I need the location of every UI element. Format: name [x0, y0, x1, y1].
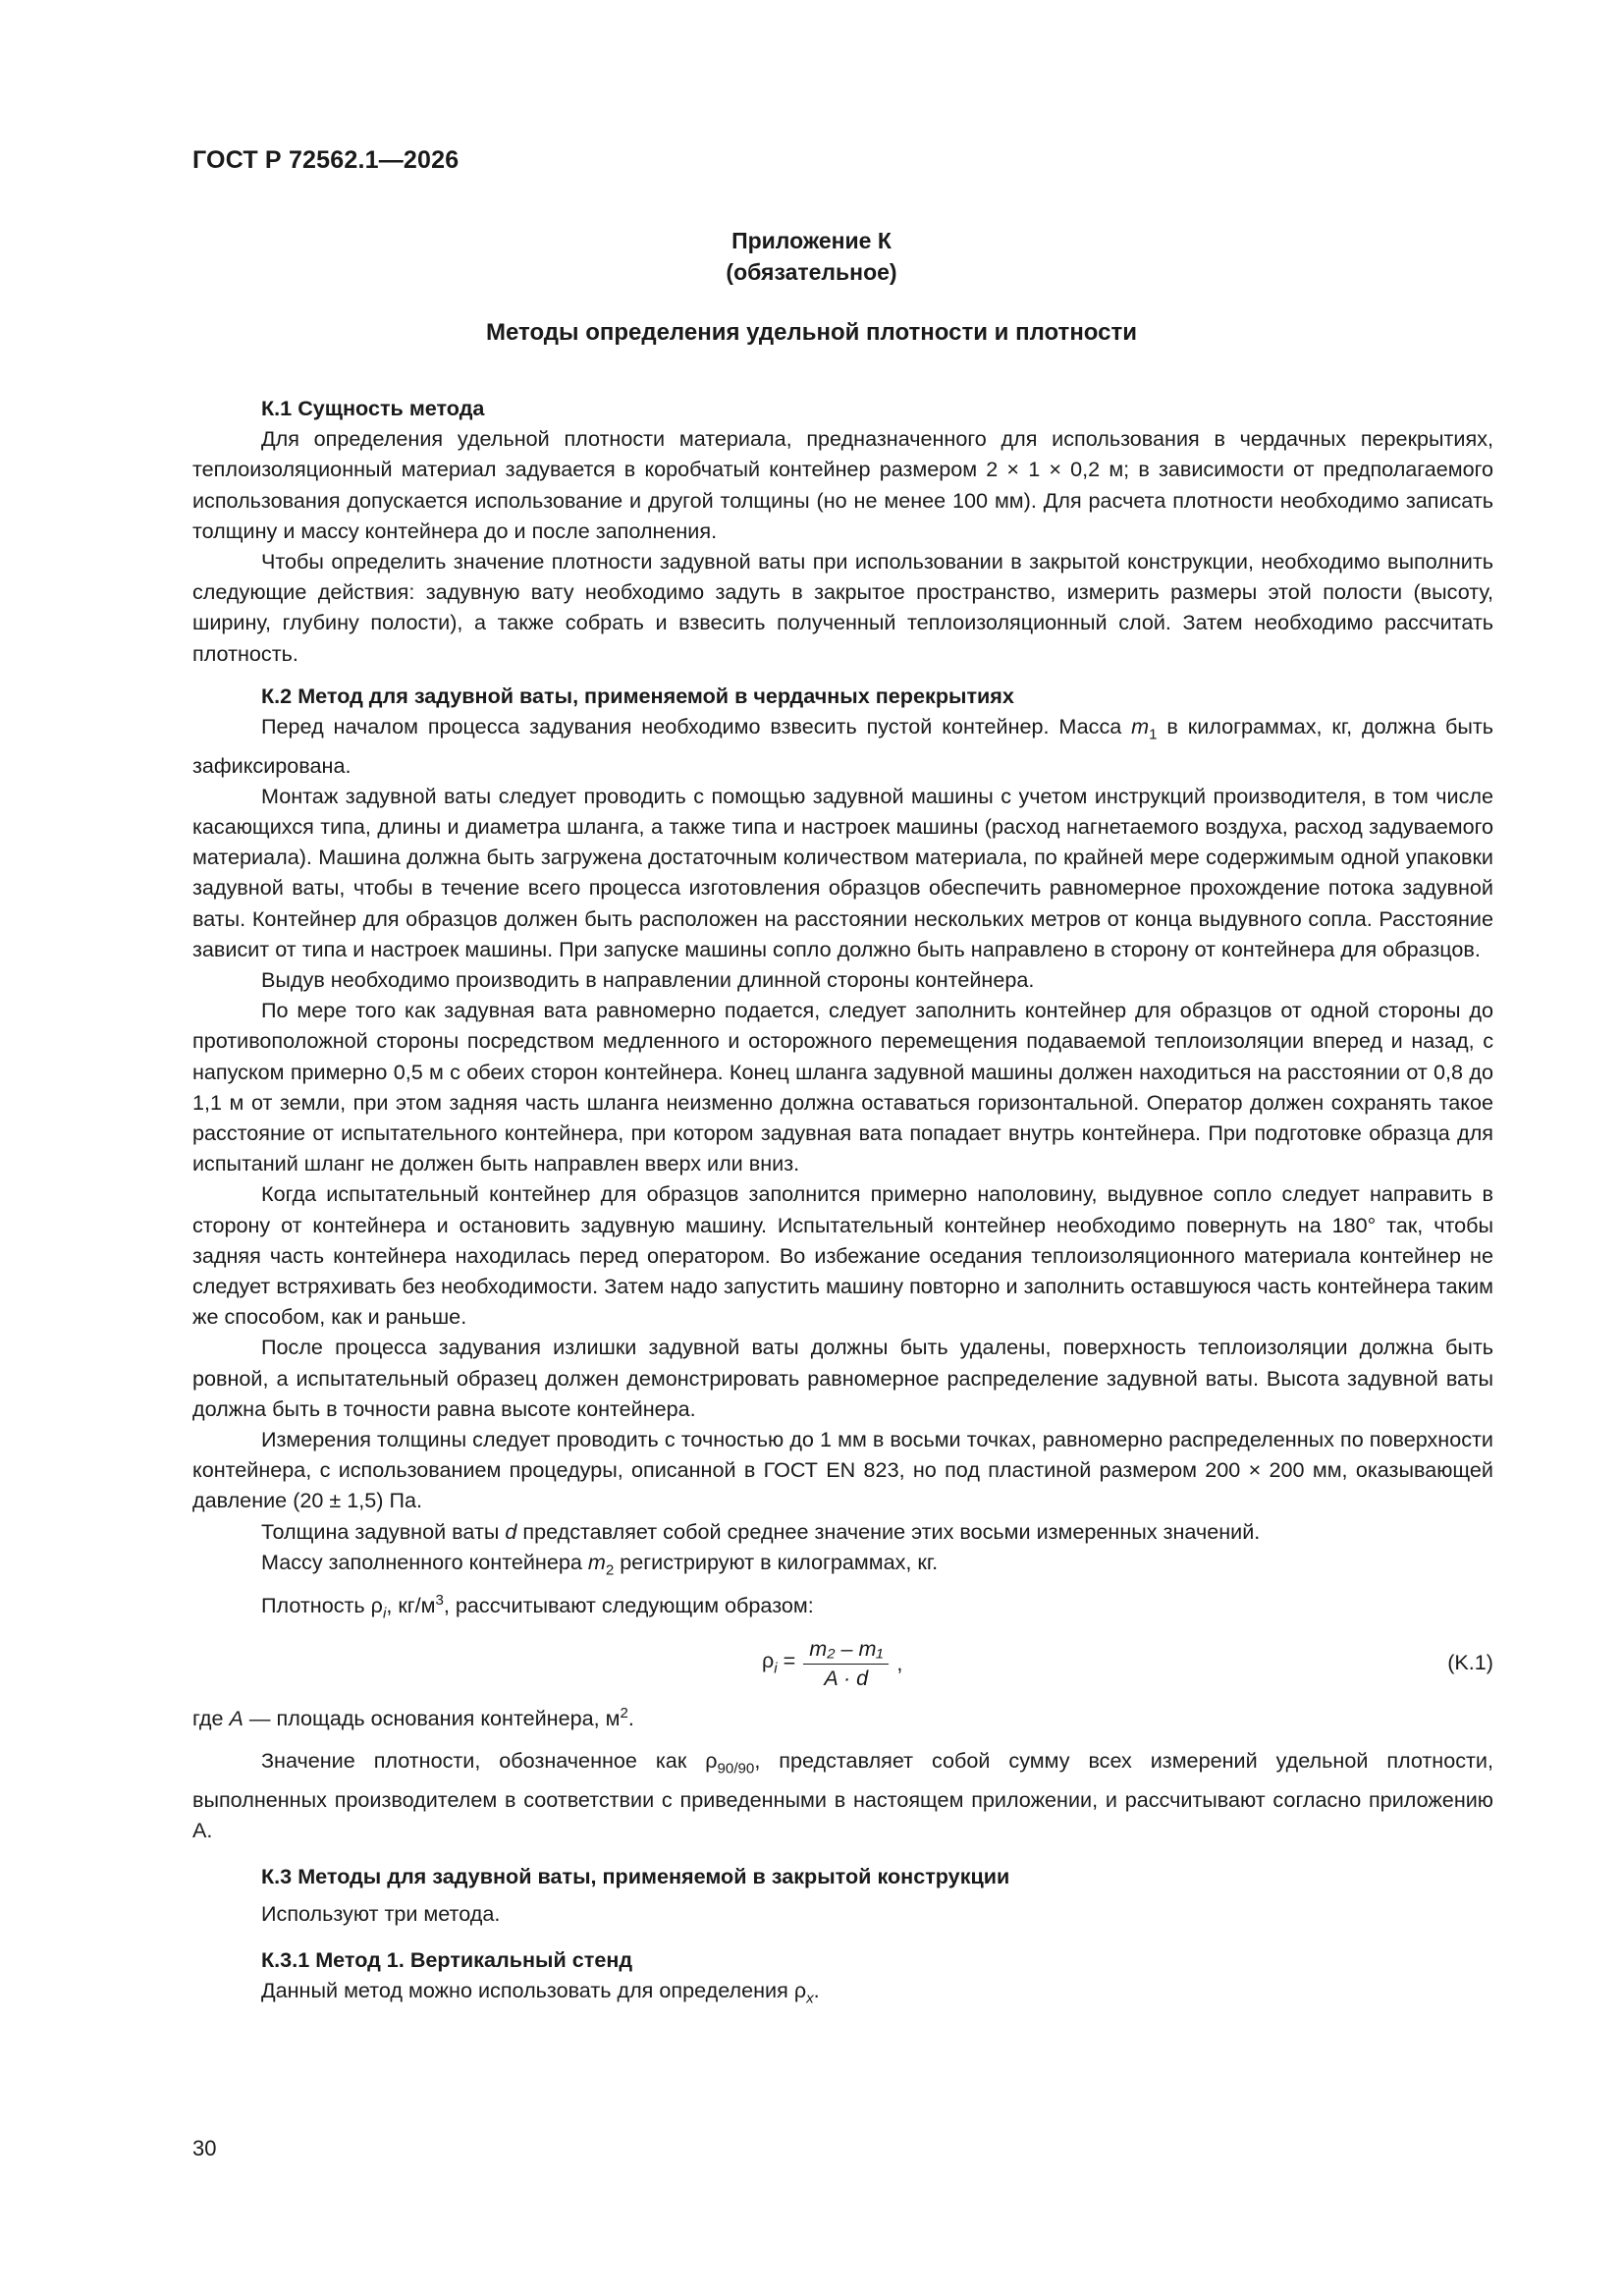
section-k3-heading: К.3 Методы для задувной ваты, применяемой в закрытой конструкции: [261, 1864, 1010, 1889]
k1-paragraph-2: Чтобы определить значение плотности задувной ваты при использовании в закрытой конструкции, необходимо выполнить следующие действия: задувную вату необходимо задуть в закрытое пространство, измерить размеры этой полости (высоту, ширину, глубину полости), а также собрать и взвесить полученный теплоизоляционный слой. Затем необходимо рассчитать плотность.: [192, 549, 1493, 666]
formula-fraction: [803, 1635, 889, 1692]
k2-paragraph-2: Монтаж задувной ваты следует проводить с помощью задувной машины с учетом инструкций производителя, в том числе касающихся типа, длины и диаметра шланга, а также типа и настроек машины (расход нагнетаемого воздуха, расход задуваемого материала). Машина должна быть загружена достаточным количеством материала, по крайней мере содержимым одной упаковки задувной ваты, чтобы в течение всего процесса изготовления образцов обеспечить равномерное прохождение потока задувной ваты. Контейнер для образцов должен быть расположен на расстоянии нескольких метров от конца выдувного сопла. Расстояние зависит от типа и настроек машины. При запуске машины сопло должно быть направлено в сторону от контейнера для образцов.: [192, 783, 1493, 961]
k2-paragraph-11: Значение плотности, обозначенное как $\rho_{90/90}$, представляет собой сумму всех измерений удельной плотности, выполненных производителем в соответствии с приведенными в настоящем приложении, и рассчитывают согласно приложению А.: [192, 1748, 1493, 1843]
k2-paragraph-5: Когда испытательный контейнер для образцов заполнится примерно наполовину, выдувное сопло следует направить в сторону от контейнера и остановить задувную машину. Испытательный контейнер необходимо повернуть на 180° так, чтобы задняя часть контейнера находилась перед оператором. Во избежание оседания теплоизоляционного материала контейнер не следует встряхивать без необходимости. Затем надо запустить машину повторно и заполнить оставшуюся часть контейнера таким же способом, как и раньше.: [192, 1181, 1493, 1330]
k2-paragraph-4: По мере того как задувная вата равномерно подается, следует заполнить контейнер для образцов от одной стороны до противоположной стороны посредством медленного и осторожного перемещения подаваемой теплоизоляции вперед и назад, с напуском примерно 0,5 м с обеих сторон контейнера. Конец шланга задувной машины должен находиться на расстоянии от 0,8 до 1,1 м от земли, при этом задняя часть шланга неизменно должна оставаться горизонтальной. Оператор должен сохранять такое расстояние от испытательного контейнера, при котором задувная вата попадает внутрь контейнера. При подготовке образца для испытаний шланг не должен быть направлен вверх или вниз.: [192, 998, 1493, 1176]
k2-paragraph-10: Плотность $\rho_i$, $кг/м^3$, рассчитывают следующим образом:: [261, 1592, 814, 1622]
section-k2-heading: К.2 Метод для задувной ваты, применяемой в чердачных перекрытиях: [261, 683, 1014, 708]
formula-denominator: A · d: [824, 1666, 869, 1691]
section-title: Методы определения удельной плотности и плотности: [485, 319, 1138, 346]
appendix-heading: [0, 225, 1623, 288]
k1-paragraph-1: Для определения удельной плотности материала, предназначенного для использования в чердачных перекрытиях, теплоизоляционный материал задувается в коробчатый контейнер размером 2 × 1 × 0,2 м; в зависимости от предполагаемого использования допускается использование и другой толщины (но не менее 100 мм). Для расчета плотности необходимо записать толщину и массу контейнера до и после заполнения.: [192, 426, 1493, 543]
k2-paragraph-8: Толщина задувной ваты d представляет собой среднее значение этих восьми измеренных значений.: [261, 1518, 1261, 1544]
k2-paragraph-7: Измерения толщины следует проводить с точностью до 1 мм в восьми точках, равномерно распределенных по поверхности контейнера, с использованием процедуры, описанной в ГОСТ EN 823, но под пластиной размером 200 × 200 мм, оказывающей давление (20 ± 1,5) Па.: [192, 1427, 1493, 1513]
k3-paragraph-1: Используют три метода.: [261, 1900, 501, 1926]
formula-k1: [192, 1635, 1493, 1698]
appendix-kind: (обязательное): [726, 259, 897, 285]
k2-paragraph-1: Перед началом процесса задувания необходимо взвесить пустой контейнер. Масса $m_1$ в килограммах, кг, должна быть зафиксирована.: [192, 714, 1493, 778]
document-body: [192, 393, 1493, 2013]
formula-numerator: m₂ – m₁: [803, 1635, 889, 1665]
formula-number: (K.1): [1447, 1650, 1493, 1675]
formula-tail: ,: [896, 1651, 903, 1676]
page-number: 30: [192, 2136, 217, 2160]
formula-lhs: $\rho_i$ =: [762, 1648, 796, 1677]
k2-paragraph-9: Массу заполненного контейнера $m_2$ регистрируют в килограммах, кг.: [261, 1549, 939, 1579]
k2-paragraph-3: Выдув необходимо производить в направлении длинной стороны контейнера.: [261, 966, 1035, 992]
section-k1-heading: К.1 Сущность метода: [261, 396, 485, 420]
document-header: ГОСТ Р 72562.1—2026: [192, 146, 460, 174]
k2-paragraph-6: После процесса задувания излишки задувной ваты должны быть удалены, поверхность теплоизоляции должна быть ровной, а испытательный образец должен демонстрировать равномерное распределение задувной ваты. Высота задувной ваты должна быть в точности равна высоте контейнера.: [192, 1335, 1493, 1421]
formula-where: где A — площадь основания контейнера, $м^2$.: [192, 1705, 634, 1731]
section-k31-heading: К.3.1 Метод 1. Вертикальный стенд: [261, 1946, 633, 1972]
k31-paragraph-1: Данный метод можно использовать для определения $\rho_x$.: [261, 1977, 820, 2007]
appendix-label: Приложение К: [731, 228, 892, 253]
